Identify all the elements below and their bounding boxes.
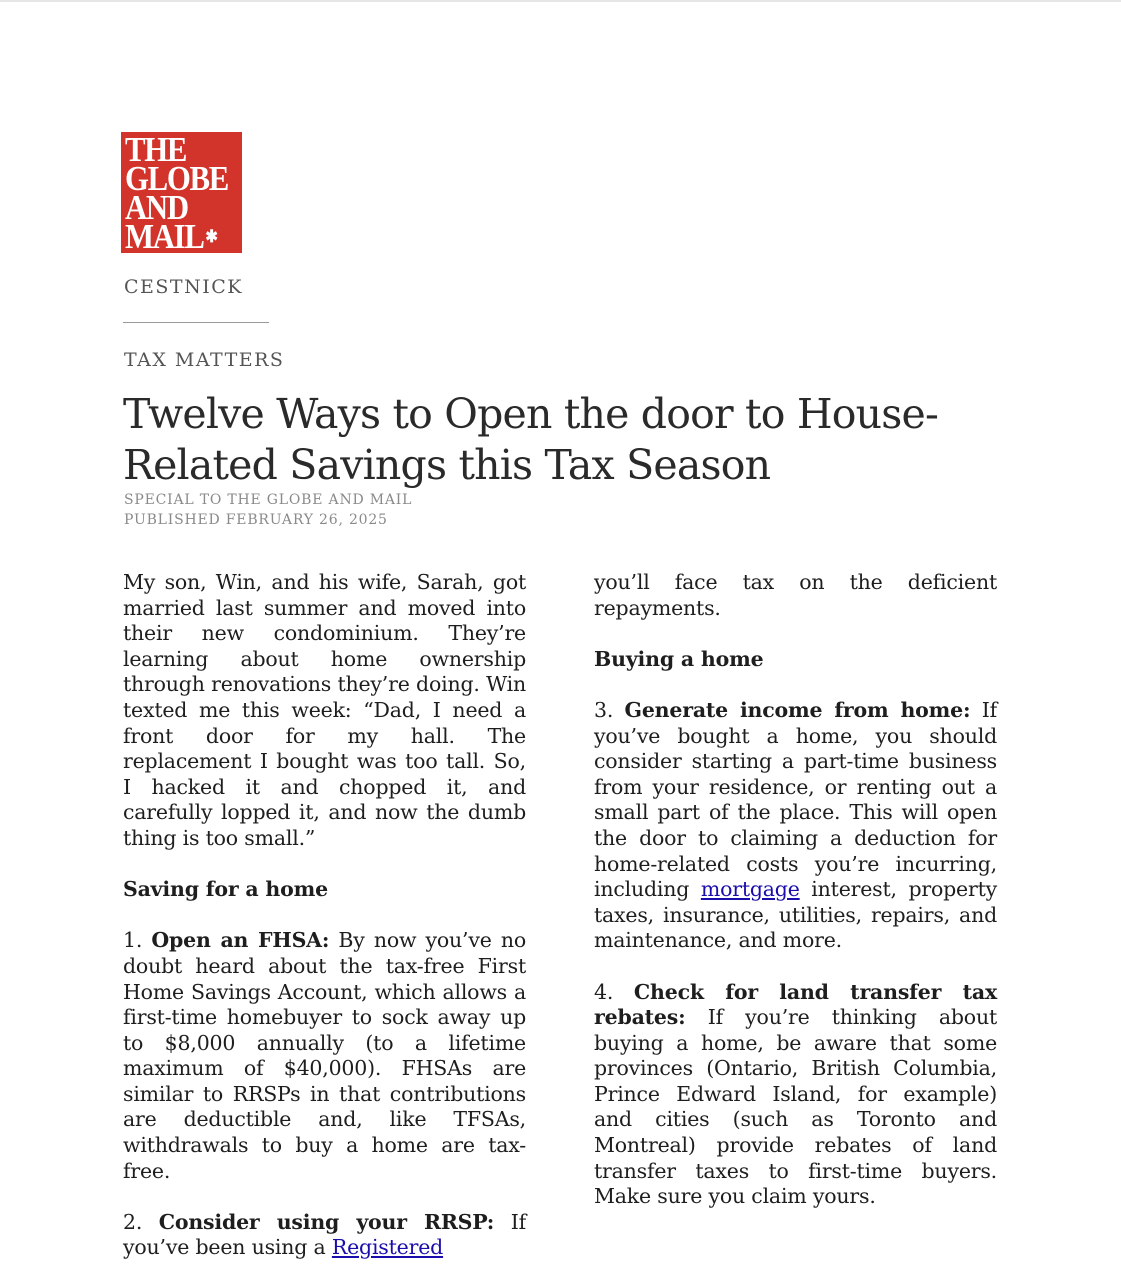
byline: SPECIAL TO THE GLOBE AND MAIL (124, 492, 413, 508)
globe-and-mail-logo (121, 130, 242, 256)
tip-4-title: Check for land transfer tax rebates: (594, 979, 997, 1030)
tip-3-title: Generate income from home: (624, 697, 971, 722)
logo-mail-text: MAIL (125, 217, 204, 256)
article-column-left (123, 570, 526, 1287)
tip-3-body-a: If you’ve bought a home, you should consider starting a part-time business from your residence, or renting out a small part of the place. This will open the door to claiming a deduction for home-related costs you’re incurring, including (594, 697, 997, 902)
tip-3-body-b: interest, property taxes, insurance, utilities, repairs, and maintenance, and more. (594, 877, 997, 953)
article-column-right (594, 570, 997, 1235)
subhead-saving-for-a-home: Saving for a home (123, 877, 328, 902)
tip-2-paragraph (123, 1210, 526, 1261)
intro-paragraph: My son, Win, and his wife, Sarah, got married last summer and moved into their new condominium. They’re learning about home ownership through renovations they’re doing. Win texted me this week: “Dad, I need a front door for my hall. The replacement I bought was too tall. So, I hacked it and chopped it, and carefully lopped it, and now the dumb thing is too small.” (123, 570, 526, 850)
section-kicker: TAX MATTERS (124, 349, 285, 371)
maple-leaf-icon: ✱ (205, 227, 218, 246)
tip-1-title: Open an FHSA: (151, 928, 330, 953)
tip-2-number: 2. (123, 1209, 143, 1234)
registered-link[interactable]: Registered (331, 1235, 444, 1260)
article-headline: Twelve Ways to Open the door to House-Related Savings this Tax Season (123, 390, 939, 489)
tip-3-number: 3. (594, 697, 614, 722)
tip-1-number: 1. (123, 928, 143, 953)
logo-line-3: AND (125, 188, 188, 227)
tip-2-body: If you’ve been using a (123, 1209, 526, 1260)
tip-2-title: Consider using your RRSP: (158, 1209, 495, 1234)
column-name: CESTNICK (124, 276, 243, 298)
tip-1-body: By now you’ve no doubt heard about the tax-free First Home Savings Account, which allows a first-time homebuyer to sock away up to $8,000 annually (to a lifetime maximum of $40,000). FHSAs are similar to RRSPs in that contributions are deductible and, like TFSAs, withdrawals to buy a home are tax-free. (123, 928, 526, 1183)
top-divider (0, 0, 1121, 2)
tip-4-paragraph (594, 980, 997, 1210)
logo-line-4 (125, 217, 228, 256)
logo-line-2: GLOBE (125, 159, 228, 198)
publish-date: PUBLISHED FEBRUARY 26, 2025 (124, 512, 388, 528)
continuation-paragraph: you’ll face tax on the deficient repayments. (594, 570, 997, 620)
mortgage-link[interactable]: mortgage (700, 877, 800, 902)
logo-line-1: THE (125, 130, 187, 169)
tip-1-paragraph (123, 928, 526, 1184)
subhead-buying-a-home: Buying a home (594, 646, 764, 671)
tip-4-number: 4. (594, 979, 614, 1004)
tip-3-paragraph (594, 698, 997, 954)
tip-4-body: If you’re thinking about buying a home, be aware that some provinces (Ontario, British Columbia, Prince Edward Island, for example) and cities (such as Toronto and Montreal) provide rebates of land transfer taxes to first-time buyers. Make sure you claim yours. (594, 1005, 997, 1209)
column-divider (123, 322, 269, 323)
